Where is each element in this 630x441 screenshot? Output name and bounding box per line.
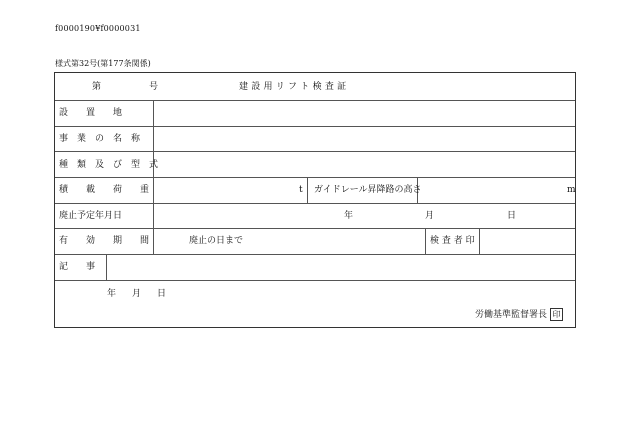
validity-period-label: 有 効 期 間 (59, 236, 150, 246)
issue-year: 年 (107, 289, 117, 299)
document-id: f0000190¥f0000031 (55, 24, 141, 33)
issue-day: 日 (157, 289, 167, 299)
row-divider (55, 254, 575, 255)
row-divider (55, 228, 575, 229)
number-suffix: 号 (149, 82, 159, 92)
form-number: 様式第32号(第177条関係) (55, 59, 151, 68)
load-capacity-label: 積 載 荷 重 (59, 185, 150, 195)
issuer-name: 労働基準監督署長 (475, 310, 548, 320)
row-divider (55, 280, 575, 281)
row-divider (55, 177, 575, 178)
inspector-divider-left (425, 228, 426, 254)
validity-period-value: 廃止の日まで (189, 236, 244, 246)
load-divider (307, 177, 308, 203)
abolish-date-label: 廃止予定年月日 (59, 211, 123, 221)
form-title: 建 設 用 リ フ ト 検 査 証 (239, 82, 347, 92)
notes-label: 記 事 (59, 262, 96, 272)
load-unit: t (299, 185, 303, 195)
seal-mark: 印 (550, 308, 563, 321)
number-prefix: 第 (92, 82, 102, 92)
issue-month: 月 (132, 289, 142, 299)
inspection-certificate-form (54, 72, 576, 328)
abolish-month: 月 (425, 211, 435, 221)
issuer-title (475, 308, 563, 321)
guide-rail-unit: m (567, 185, 576, 195)
guide-rail-height-label: ガイドレール昇降路の高さ (314, 185, 422, 195)
abolish-year: 年 (344, 211, 354, 221)
operator-name-label: 事 業 の 名 称 (59, 134, 141, 144)
abolish-day: 日 (507, 211, 517, 221)
notes-divider (106, 254, 107, 280)
type-model-label: 種 類 及 び 型 式 (59, 160, 159, 170)
row-divider (55, 151, 575, 152)
location-label: 設 置 地 (59, 108, 123, 118)
label-column-divider (153, 100, 154, 254)
row-divider (55, 203, 575, 204)
row-divider (55, 100, 575, 101)
inspector-seal-label: 検 査 者 印 (430, 236, 475, 246)
inspector-divider-right (479, 228, 480, 254)
row-divider (55, 126, 575, 127)
